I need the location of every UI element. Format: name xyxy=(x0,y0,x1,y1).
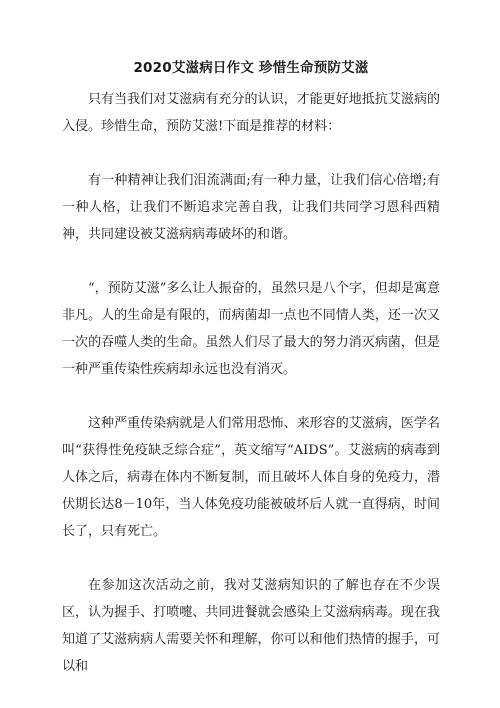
paragraph-intro: 只有当我们对艾滋病有充分的认识，才能更好地抵抗艾滋病的入侵。珍惜生命，预防艾滋!下面是推荐的材料： xyxy=(62,92,440,134)
paragraph-gap xyxy=(62,248,440,275)
paragraph-gap xyxy=(62,545,440,572)
paragraph-aids-description: 这种严重传染病就是人们常用恐怖、来形容的艾滋病，医学名叫“获得性免疫缺乏综合症”，英文缩写“AIDS”。艾滋病的病毒到人体之后，病毒在体内不断复制，而且破坏人体自身的免疫力，潜伏期长达8－10年，当人体免疫功能被破坏后人就一直得病，时间长了，只有死亡。 xyxy=(62,416,440,539)
paragraph-spirit: 有一种精神让我们泪流满面;有一种力量，让我们信心倍增;有一种人格，让我们不断追求完善自我，让我们共同学习恩科西精神，共同建设被艾滋病病毒破坏的和谐。 xyxy=(62,173,440,242)
document-title: 2020艾滋病日作文 珍惜生命预防艾滋 xyxy=(133,60,369,76)
paragraph-misconceptions: 在参加这次活动之前，我对艾滋病知识的了解也存在不少误区，认为握手、打喷嚏、共同进餐就会感染上艾滋病病毒。现在我知道了艾滋病病人需要关怀和理解，你可以和他们热情的握手，可以和 xyxy=(62,578,440,674)
paragraph-gap xyxy=(62,140,440,167)
paragraph-gap xyxy=(62,383,440,410)
document-page xyxy=(62,58,440,680)
paragraph-prevention: “，预防艾滋”多么让人振奋的，虽然只是八个字，但却是寓意非凡。人的生命是有限的，而病菌却一点也不同情人类，还一次又一次的吞噬人类的生命。虽然人们尽了最大的努力消灭病菌，但是一种严重传染性疾病却永远也没有消灭。 xyxy=(62,281,440,377)
